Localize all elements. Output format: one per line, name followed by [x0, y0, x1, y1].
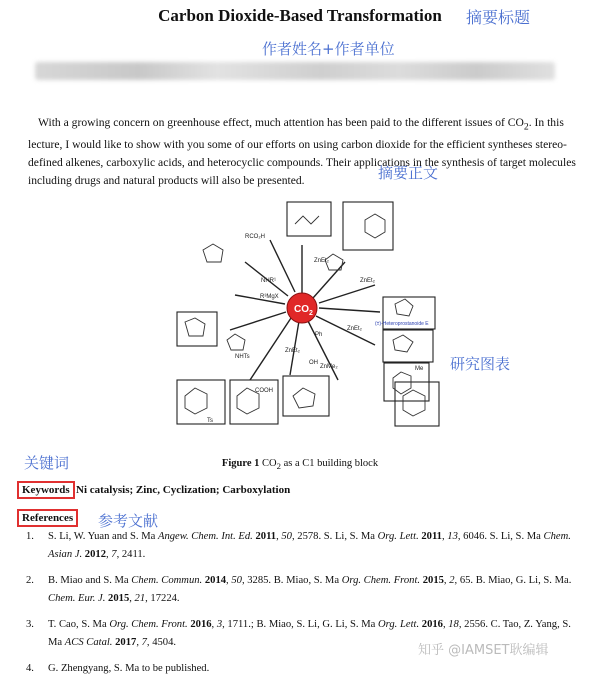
- reference-text: 2011: [255, 531, 277, 542]
- annotation-figure: 研究图表: [450, 355, 511, 373]
- reference-text: ,: [136, 637, 142, 648]
- reference-text: , 2556. C. Tao, Z. Yang, S. Ma: [48, 619, 571, 648]
- mol-left-top: [203, 244, 223, 262]
- reference-text: 7: [111, 549, 117, 560]
- reference-item: [26, 660, 578, 678]
- label-znet2-a: ZnEt₂: [314, 258, 329, 264]
- reference-text: Chem. Eur. J.: [48, 593, 106, 604]
- reference-text: Org. Lett.: [378, 619, 420, 630]
- label-oh: OH: [309, 360, 318, 366]
- label-nhts: NHTs: [235, 354, 250, 360]
- reference-text: , 17224.: [145, 593, 180, 604]
- references-list: [26, 528, 578, 686]
- abstract-body: With a growing concern on greenhouse effect, much attention has been paid to the different issues of $CO_2$. In this lecture, I would like to show with you some of our efforts on using carbon dioxide for the efficient syntheses stereo-defined alkenes, carboxylic acids, and heterocyclic compounds. Their applications in the synthesis of target molecules including drugs and natural products will also be presented.: [28, 116, 576, 188]
- mol-top: [295, 216, 319, 224]
- reference-text: ACS Catal.: [64, 637, 113, 648]
- reference-text: Org. Lett.: [377, 531, 419, 542]
- reference-text: 18: [448, 619, 459, 630]
- reference-number: 4.: [26, 663, 34, 674]
- reference-item: [26, 528, 578, 564]
- reference-text: Chem. Asian J.: [48, 531, 571, 560]
- reference-text: , 1711.; B. Miao, S. Li, G. Li, S. Ma: [222, 619, 378, 630]
- figure-caption: Figure 1 $CO_2$ as a C1 building block: [221, 458, 379, 472]
- reference-text: S. Li, W. Yuan and S. Ma: [48, 531, 158, 542]
- box-top: [287, 202, 331, 236]
- reference-text: ,: [226, 575, 232, 586]
- reference-text: , 65. B. Miao, G. Li, S. Ma.: [454, 575, 572, 586]
- mol-right-3: [393, 372, 411, 394]
- reference-text: ,: [443, 575, 450, 586]
- reference-number: 1.: [26, 531, 34, 542]
- label-nhr: NHR¹: [261, 278, 276, 284]
- co2-diagram: [175, 200, 450, 440]
- label-ts: Ts: [207, 418, 213, 424]
- watermark: 知乎 @IAMSET耿编辑: [418, 643, 549, 658]
- mol-left-mid: [227, 334, 245, 350]
- spoke-se: [316, 316, 375, 345]
- reference-text: 2017: [115, 637, 137, 648]
- reference-text: , 2411.: [116, 549, 146, 560]
- reference-text: 7: [141, 637, 147, 648]
- reference-text: , 3285. B. Miao, S. Ma: [241, 575, 342, 586]
- spoke-e1: [319, 285, 375, 303]
- co2-label: $CO_2$: [294, 304, 313, 317]
- reference-number: 2.: [26, 575, 34, 586]
- label-me: Me: [415, 366, 424, 372]
- label-znet2-b: ZnEt₂: [360, 278, 375, 284]
- reference-text: 2016: [190, 619, 212, 630]
- keywords-label: Keywords: [17, 481, 75, 499]
- box-left: [177, 312, 217, 346]
- label-rco2h: RCO₂H: [245, 234, 265, 240]
- reference-text: 50: [231, 575, 242, 586]
- figure-diagram: [175, 200, 450, 440]
- reference-text: 2015: [422, 575, 444, 586]
- spoke-sw: [230, 312, 286, 330]
- mol-bottom-mid: [293, 388, 315, 408]
- label-heterocycle: (±)-Heteroprostanoide E: [375, 321, 429, 327]
- reference-text: , 2578. S. Li, S. Ma: [291, 531, 378, 542]
- reference-text: 3: [216, 619, 223, 630]
- reference-text: Org. Chem. Front.: [109, 619, 188, 630]
- reference-text: 21: [134, 593, 146, 604]
- reference-text: ,: [442, 619, 449, 630]
- mol-right-2: [393, 335, 413, 352]
- reference-text: ,: [129, 593, 135, 604]
- mol-bottom-left-1: [185, 388, 207, 414]
- page-title: Carbon Dioxide-Based Transformation: [158, 6, 442, 25]
- reference-text: 13: [447, 531, 458, 542]
- reference-text: , 6046. S. Li, S. Ma: [457, 531, 544, 542]
- spoke-sse: [308, 321, 338, 380]
- reference-text: ,: [276, 531, 282, 542]
- mol-far-right: [403, 390, 425, 416]
- reference-text: 50: [281, 531, 292, 542]
- reference-text: 2015: [108, 593, 130, 604]
- keywords-text: Ni catalysis; Zinc, Cyclization; Carboxylation: [76, 484, 291, 496]
- references-label: References: [17, 509, 78, 527]
- label-cooh: COOH: [255, 388, 273, 394]
- reference-text: ,: [441, 531, 448, 542]
- reference-text: 2012: [84, 549, 106, 560]
- spoke-e2: [319, 308, 380, 312]
- mol-right-1: [395, 299, 413, 316]
- box-right-2: [383, 330, 433, 362]
- annotation-author: 作者姓名+作者单位: [262, 40, 395, 58]
- reference-text: B. Miao and S. Ma: [48, 575, 132, 586]
- label-znet2-d: ZnEt₂: [285, 348, 300, 354]
- box-far-right: [395, 382, 439, 426]
- label-znme2: ZnMe₂: [320, 364, 338, 370]
- box-bottom-left-1: [177, 380, 225, 424]
- reference-number: 3.: [26, 619, 34, 630]
- annotation-title: 摘要标题: [466, 8, 531, 27]
- box-bottom-mid: [283, 376, 329, 416]
- reference-text: , 4504.: [146, 637, 177, 648]
- reference-text: 2016: [421, 619, 443, 630]
- mol-top-right: [365, 214, 385, 238]
- reference-text: Chem. Commun.: [131, 575, 203, 586]
- mol-left: [185, 318, 205, 336]
- annotation-abstract: 摘要正文: [378, 164, 439, 182]
- box-top-right: [343, 202, 393, 250]
- blurred-author-info: [35, 62, 555, 80]
- reference-text: ,: [211, 619, 217, 630]
- label-r3mgx: R³MgX: [260, 294, 279, 300]
- reference-text: ,: [105, 549, 112, 560]
- reference-text: Angew. Chem. Int. Ed.: [157, 531, 253, 542]
- label-ph: Ph: [315, 332, 323, 338]
- annotation-keywords: 关键词: [24, 454, 70, 472]
- label-znet2-c: ZnEt₂: [347, 326, 362, 332]
- reference-item: [26, 572, 578, 608]
- reference-text: Org. Chem. Front.: [341, 575, 421, 586]
- annotation-references: 参考文献: [98, 512, 159, 530]
- reference-text: 2011: [421, 531, 442, 542]
- spoke-ne: [313, 262, 345, 298]
- reference-text: T. Cao, S. Ma: [48, 619, 110, 630]
- reference-text: 2: [449, 575, 455, 586]
- reference-text: G. Zhengyang, S. Ma to be published.: [48, 663, 210, 674]
- reference-text: 2014: [204, 575, 227, 586]
